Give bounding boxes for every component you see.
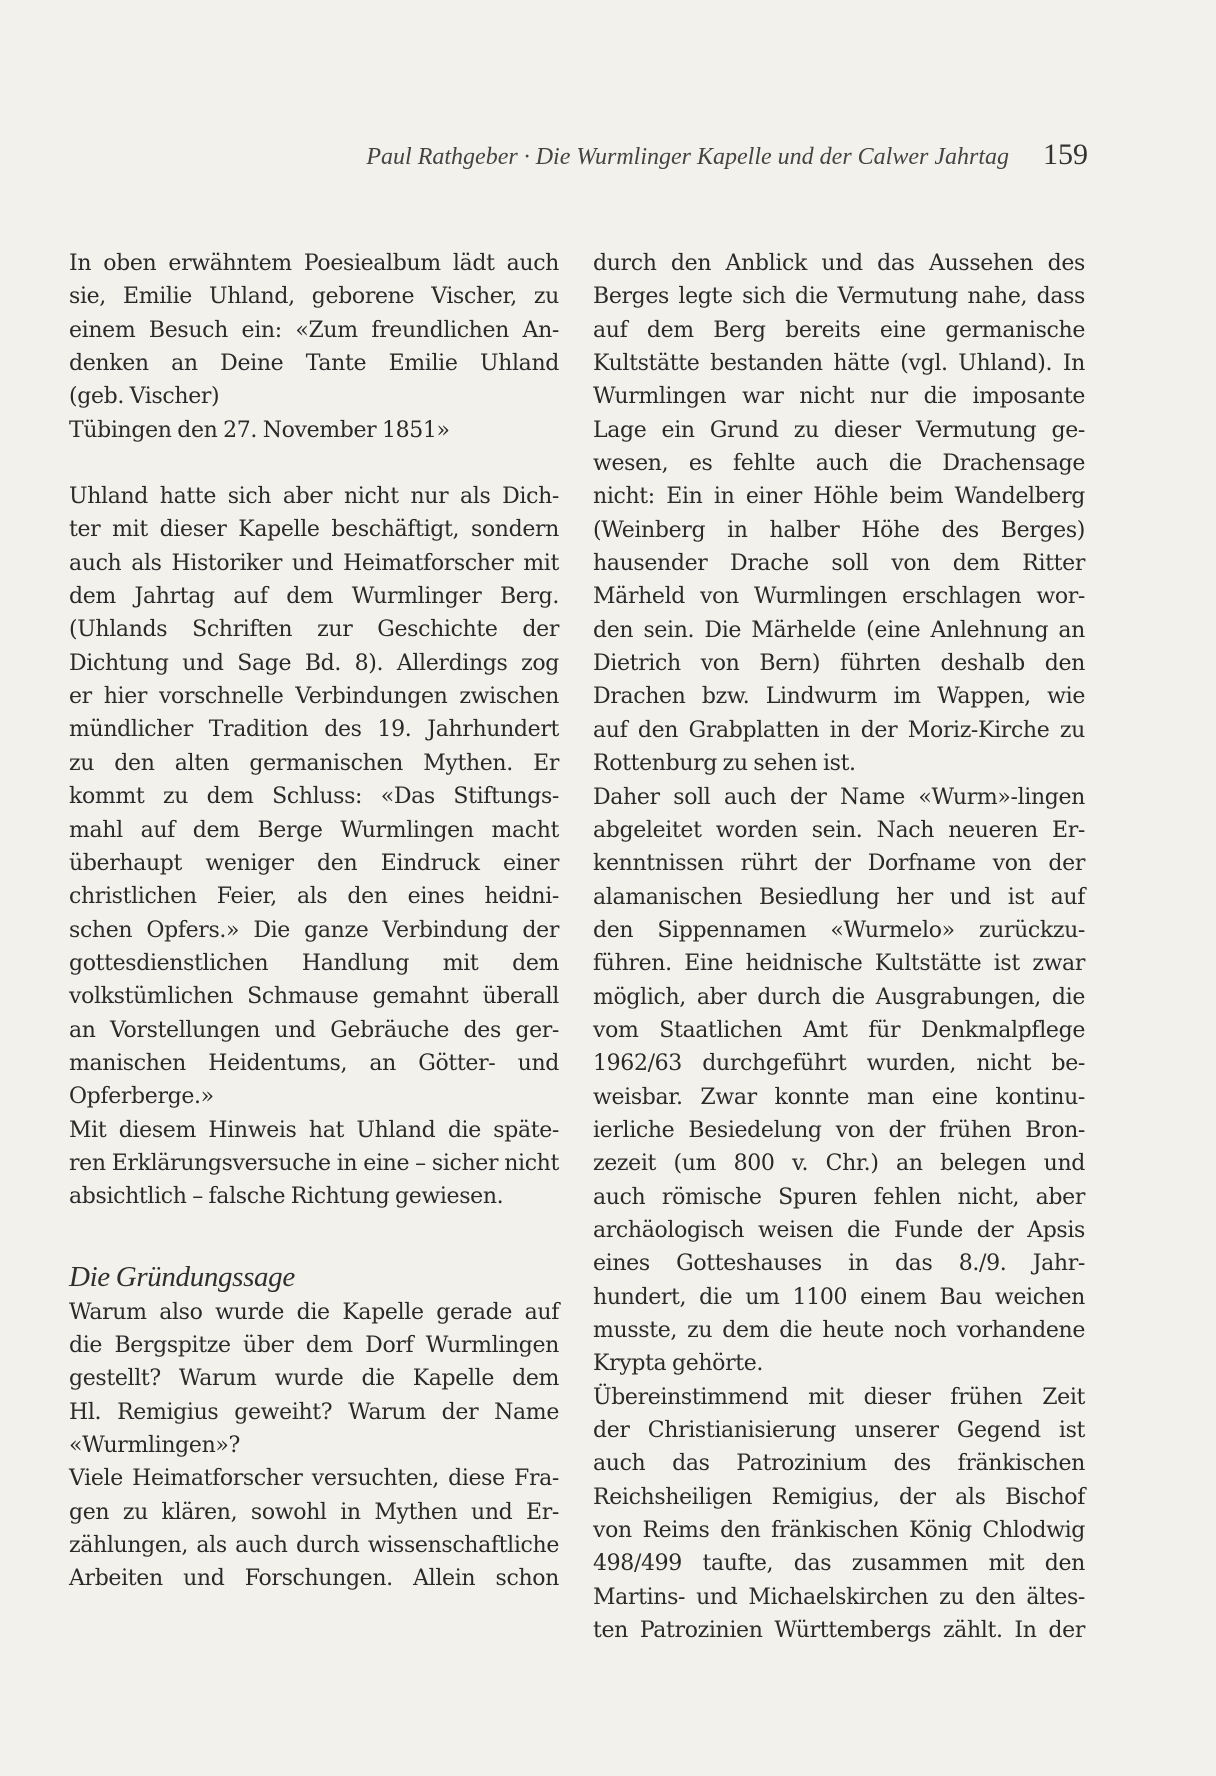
text-line: möglich, aber durch die Ausgrabungen, die	[593, 984, 1085, 1010]
text-line: Hl. Remigius geweiht? Warum der Name	[69, 1399, 559, 1425]
text-line: wesen, es fehlte auch die Drachensage	[593, 451, 1085, 477]
text-line: auf dem Berg bereits eine germanische	[593, 317, 1085, 343]
text-line: absichtlich – falsche Richtung gewiesen.	[69, 1184, 504, 1210]
text-line: führen. Eine heidnische Kultstätte ist zwar	[593, 951, 1085, 977]
text-line: «Wurmlingen»?	[69, 1433, 240, 1458]
text-line: mündlicher Tradition des 19. Jahrhundert	[69, 717, 559, 743]
text-line: gestellt? Warum wurde die Kapelle dem	[69, 1366, 559, 1392]
paragraph	[69, 1114, 559, 1214]
text-line: kommt zu dem Schluss: «Das Stiftungs-	[69, 784, 559, 810]
text-line: gottesdienstlichen Handlung mit dem	[69, 950, 559, 976]
paragraph	[69, 414, 559, 447]
text-line: auf den Grabplatten in der Moriz-Kirche zu	[593, 717, 1085, 743]
text-line: weisbar. Zwar konnte man eine kontinu-	[593, 1084, 1085, 1110]
text-line: vom Staatlichen Amt für Denkmalpflege	[593, 1017, 1085, 1043]
right-column	[593, 247, 1085, 1647]
text-line: überhaupt weniger den Eindruck einer	[69, 850, 559, 876]
text-line: auch als Historiker und Heimatforscher mit	[69, 550, 559, 576]
paragraph	[69, 1296, 559, 1463]
text-line: ierliche Besiedelung von der frühen Bron-	[593, 1117, 1085, 1143]
text-line: Übereinstimmend mit dieser frühen Zeit	[593, 1384, 1085, 1410]
text-line: zezeit (um 800 v. Chr.) an belegen und	[593, 1151, 1085, 1177]
text-line: Drachen bzw. Lindwurm im Wappen, wie	[593, 684, 1085, 710]
text-line: nicht: Ein in einer Höhle beim Wandelberg	[593, 484, 1085, 510]
text-line: 1962/63 durchgeführt wurden, nicht be-	[593, 1051, 1085, 1077]
text-line: die Bergspitze über dem Dorf Wurmlingen	[69, 1332, 559, 1358]
text-line: ren Erklärungsversuche in eine – sicher nicht	[69, 1150, 559, 1176]
text-line: von Reims den fränkischen König Chlodwig	[593, 1518, 1085, 1544]
page-number: 159	[1043, 138, 1088, 171]
text-line: Viele Heimatforscher versuchten, diese Fra-	[69, 1466, 559, 1492]
text-line: In oben erwähntem Poesiealbum lädt auch	[69, 251, 559, 276]
text-line: Berges legte sich die Vermutung nahe, dass	[593, 284, 1085, 310]
text-line: archäologisch weisen die Funde der Apsis	[593, 1217, 1085, 1243]
text-line: Wurmlingen war nicht nur die imposante	[593, 384, 1085, 410]
paragraph	[69, 1462, 559, 1595]
text-line: Opferberge.»	[69, 1084, 214, 1110]
text-line: (Weinberg in halber Höhe des Berges)	[593, 517, 1085, 543]
text-line: einem Besuch ein: «Zum freundlichen An-	[69, 317, 559, 343]
text-line: denken an Deine Tante Emilie Uhland	[69, 351, 559, 377]
text-line: (Uhlands Schriften zur Geschichte der	[69, 617, 559, 643]
text-line: den sein. Die Märhelde (eine Anlehnung an	[593, 617, 1085, 643]
text-line: hundert, die um 1100 einem Bau weichen	[593, 1284, 1085, 1310]
text-line: volkstümlichen Schmause gemahnt überall	[69, 984, 559, 1010]
paragraph	[69, 247, 559, 414]
paragraph	[593, 1381, 1085, 1648]
section-heading: Die Gründungssage	[69, 1260, 295, 1293]
text-line: Uhland hatte sich aber nicht nur als Dich-	[69, 484, 559, 510]
text-line: christlichen Feier, als den eines heidni-	[69, 884, 559, 910]
text-line: sie, Emilie Uhland, geborene Vischer, zu	[69, 284, 559, 310]
text-line: (geb. Vischer)	[69, 384, 220, 410]
text-line: gen zu klären, sowohl in Mythen und Er-	[69, 1499, 559, 1525]
text-line: Martins- und Michaelskirchen zu den ältes-	[593, 1584, 1085, 1610]
text-line: hausender Drache soll von dem Ritter	[593, 551, 1085, 577]
text-line: abgeleitet worden sein. Nach neueren Er-	[593, 817, 1085, 843]
text-line: durch den Anblick und das Aussehen des	[593, 251, 1085, 276]
text-line: zählungen, als auch durch wissenschaftliche	[69, 1533, 559, 1559]
text-line: 498/499 taufte, das zusammen mit den	[593, 1551, 1085, 1577]
paragraph	[593, 781, 1085, 1381]
text-line: Arbeiten und Forschungen. Allein schon	[69, 1566, 559, 1592]
text-line: Dichtung und Sage Bd. 8). Allerdings zog	[69, 650, 559, 676]
text-line: Lage ein Grund zu dieser Vermutung ge-	[593, 417, 1085, 443]
text-line: manischen Heidentums, an Götter- und	[69, 1050, 559, 1076]
text-line: er hier vorschnelle Verbindungen zwischen	[69, 684, 559, 710]
text-line: dem Jahrtag auf dem Wurmlinger Berg.	[69, 584, 559, 610]
text-line: Daher soll auch der Name «Wurm»-lingen	[593, 784, 1085, 810]
text-line: der Christianisierung unserer Gegend ist	[593, 1418, 1085, 1444]
text-line: mahl auf dem Berge Wurmlingen macht	[69, 817, 559, 843]
text-line: alamanischen Besiedlung her und ist auf	[593, 884, 1085, 910]
text-line: Rottenburg zu sehen ist.	[593, 751, 856, 777]
paragraph	[593, 247, 1085, 781]
text-line: Krypta gehörte.	[593, 1351, 764, 1377]
text-line: Kultstätte bestanden hätte (vgl. Uhland). In	[593, 351, 1085, 377]
text-line: Tübingen den 27. November 1851»	[69, 417, 450, 443]
text-line: auch römische Spuren fehlen nicht, aber	[593, 1184, 1085, 1210]
text-line: musste, zu dem die heute noch vorhandene	[593, 1318, 1085, 1343]
text-line: schen Opfers.» Die ganze Verbindung der	[69, 917, 559, 943]
paragraph	[69, 480, 559, 1114]
text-line: Warum also wurde die Kapelle gerade auf	[69, 1299, 559, 1325]
text-line: kenntnissen rührt der Dorfname von der	[593, 851, 1085, 877]
running-header	[366, 138, 1088, 172]
text-line: Märheld von Wurmlingen erschlagen wor-	[593, 584, 1085, 610]
text-line: Reichsheiligen Remigius, der als Bischof	[593, 1484, 1085, 1510]
text-line: an Vorstellungen und Gebräuche des ger-	[69, 1017, 559, 1043]
text-line: eines Gotteshauses in das 8./9. Jahr-	[593, 1251, 1085, 1277]
text-line: Mit diesem Hinweis hat Uhland die späte-	[69, 1117, 559, 1143]
running-title: Paul Rathgeber · Die Wurmlinger Kapelle und der Calwer Jahrtag	[366, 144, 1009, 170]
text-line: den Sippennamen «Wurmelo» zurückzu-	[593, 917, 1085, 943]
text-line: ten Patrozinien Württembergs zählt. In der	[593, 1618, 1085, 1644]
text-line: ter mit dieser Kapelle beschäftigt, sondern	[69, 517, 559, 543]
left-column	[69, 247, 559, 1596]
text-line: Dietrich von Bern) führten deshalb den	[593, 651, 1085, 677]
text-line: auch das Patrozinium des fränkischen	[593, 1451, 1085, 1477]
text-line: zu den alten germanischen Mythen. Er	[69, 750, 559, 776]
